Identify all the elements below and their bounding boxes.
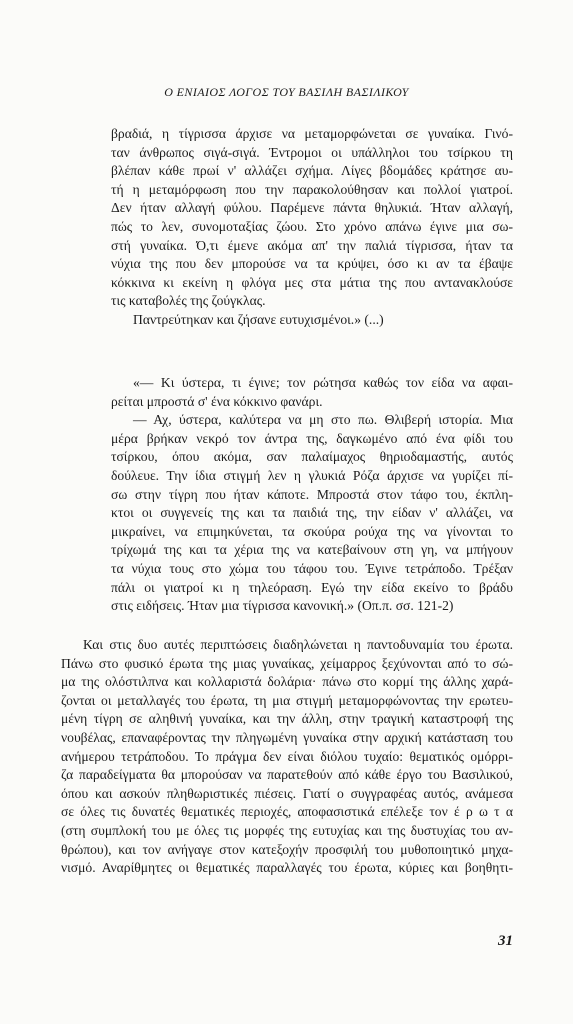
text-line: νύχια της που δεν μπορούσε να τα κρύψει, όσο κι αν τα έβαψε xyxy=(111,256,513,272)
text-line: μικραίνει, να επιμηκύνεται, τα σκούρα ρούχα της να γίνονται το xyxy=(111,523,513,539)
text-line: πάλι οι γιατροί κι η τηλεόραση. Εγώ την είδα εκείνο το βράδυ xyxy=(111,579,513,595)
text-line: δούλευε. Την ίδια στιγμή λεν η γλυκιά Ρόζα άρχισε να γυρίζει πί- xyxy=(111,467,513,483)
text-line: στή γυναίκα. Ό,τι έμενε ακόμα απ' την παλιά τίγρισσα, ήταν τα xyxy=(111,237,513,253)
text-line: βλέπαν κάθε πρωί ν' αλλάζει σχήμα. Λίγες βδομάδες κράτησε αυ- xyxy=(111,163,513,179)
text-line: στις ειδήσεις. Ήταν μια τίγρισσα κανονική.» (Οπ.π. σσ. 121-2) xyxy=(111,598,454,614)
text-line: τα νύχια τους στο χώμα του τάφου του. Έγινε τετράποδο. Τρέξαν xyxy=(111,560,513,576)
text-line: νισμό. Αναρίθμητες οι θεματικές παραλλαγές του έρωτα, κύριες και βοηθητι- xyxy=(61,860,513,876)
text-line: τή η μεταμόρφωση που την παρακολούθησαν και πολλοί γιατροί. xyxy=(111,181,513,197)
text-line: κόκκινα κι εκείνη η φλόγα μες στα μάτια της που αντανακλούσε xyxy=(111,274,513,290)
text-line: Πάνω στο φυσικό έρωτα της μιας γυναίκας, χείμαρρος ξεχύνονται από το σώ- xyxy=(61,655,513,671)
quote-block-tigress xyxy=(111,125,513,330)
text-line: ζονται οι μεταλλαγές του έρωτα, τη μια στιγμή μεταμορφώνοντας την ερωτευ- xyxy=(61,692,513,708)
text-line: «— Κι ύστερα, τι έγινε; τον ρώτησα καθώς τον είδα να αφαι- xyxy=(133,375,513,390)
text-line: θρώπου), και τον ανήγαγε στον κατεξοχήν προσφιλή του μυθοποιητικό μηχα- xyxy=(61,841,513,857)
text-line: Δεν ήταν αλλαγή φύλου. Παρέμενε πάντα θηλυκιά. Ήταν αλλαγή, xyxy=(111,200,513,216)
text-line: νουβέλας, επαναφέροντας την πληγωμένη γυναίκα στην αρχική κατάσταση του xyxy=(61,729,513,745)
text-line: μέρα βρήκαν νεκρό τον άντρα της, δαγκωμένο από ένα φίδι του xyxy=(111,430,513,446)
text-line: Και στις δυο αυτές περιπτώσεις διαδηλώνεται η παντοδυναμία του έρωτα. xyxy=(83,637,513,652)
text-line: Παντρεύτηκαν και ζήσανε ευτυχισμένοι.» (...) xyxy=(133,311,384,327)
body-paragraph xyxy=(61,636,513,878)
text-line: μα της ολόστιλπνα και κολλαριστά δολάρια· πάνω στο κορμί της άλλης χαρά- xyxy=(61,674,513,690)
text-line: ρείται μπροστά σ' ένα κόκκινο φανάρι. xyxy=(111,393,323,409)
text-line: όπου και ασκούν πληθωριστικές πιέσεις. Γιατί ο συγγραφέας αυτός, ανάμεσα xyxy=(61,785,513,801)
text-line: ανήμερου τετράποδου. Το πράγμα δεν είναι διόλου τυχαίο: θεματικός ομόρρι- xyxy=(61,748,513,764)
text-line: τις καταβολές της ζούγκλας. xyxy=(111,293,266,309)
text-line: (στη συμπλοκή του με όλες τις μορφές της ευτυχίας και της δυστυχίας του αν- xyxy=(61,822,513,838)
text-line: κτοι οι συγγενείς της και τα παιδιά της, την είδαν ν' αλλάζει, να xyxy=(111,505,513,521)
text-line: σω στην τίγρη που ήταν κάποτε. Μπροστά στον τάφο του, έκπλη- xyxy=(111,486,513,502)
text-line: μένη τίγρη σε αληθινή γυναίκα, και την άλλη, στην τραγική καταστροφή της xyxy=(61,711,513,727)
quote-block-dialogue xyxy=(111,374,513,616)
text-line: βραδιά, η τίγρισσα άρχισε να μεταμορφώνεται σε γυναίκα. Γινό- xyxy=(111,126,513,141)
page-number: 31 xyxy=(498,933,513,949)
text-line: σε όλες τις δυνατές θεματικές περιοχές, αποφασιστικά επέλεξε τον έ ρ ω τ α xyxy=(61,804,513,820)
running-header: Ο ΕΝΙΑΙΟΣ ΛΟΓΟΣ ΤΟΥ ΒΑΣΙΛΗ ΒΑΣΙΛΙΚΟΥ xyxy=(164,85,409,99)
text-line: — Αχ, ύστερα, καλύτερα να μη στο πω. Θλιβερή ιστορία. Μια xyxy=(133,412,513,428)
text-line: πώς το λεν, συνομοταξίας ζώου. Στο χρόνο απάνω έγινε μια σω- xyxy=(111,218,513,234)
text-line: ζα παραδείγματα θα μπορούσαν να παρατεθούν από κάθε έργο του Βασιλικού, xyxy=(61,767,513,783)
text-line: ταν άνθρωπος σιγά-σιγά. Έντρομοι οι υπάλληλοι του τσίρκου τη xyxy=(111,144,513,160)
text-line: τσίρκου, όπου ακόμα, σαν παλαίμαχος θηριοδαμαστής, αυτός xyxy=(111,449,513,465)
text-line: τρίχωμά της και τα χέρια της να κατεβαίνουν στη γη, να μπήγουν xyxy=(111,542,513,558)
